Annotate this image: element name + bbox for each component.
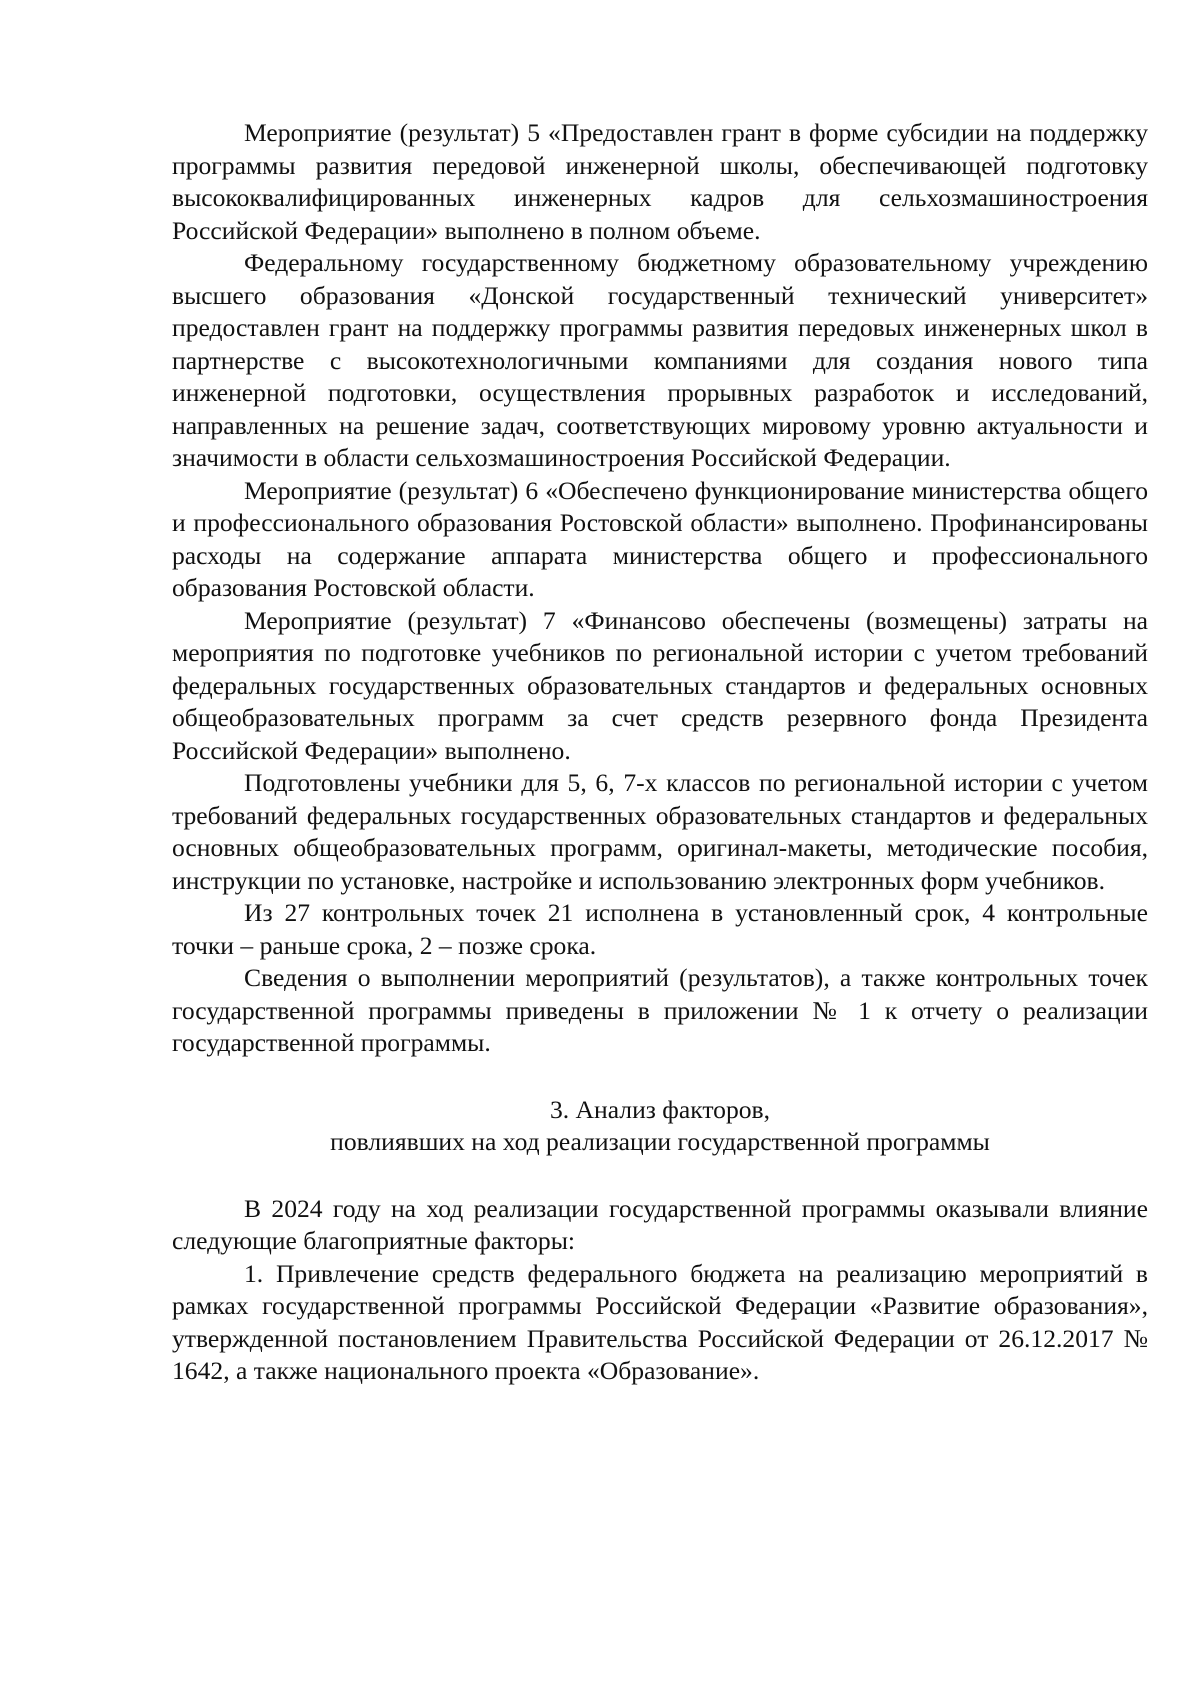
paragraph-textbooks: Подготовлены учебники для 5, 6, 7-х классов по региональной истории с учетом требований федеральных государственных образовательных стандартов и федеральных основных общеобразовательных программ, оригинал-макеты, методические пособия, инструкции по установке, настройке и использованию электронных форм учебников.	[172, 768, 1148, 895]
section-heading-line-1: 3. Анализ факторов,	[549, 1094, 771, 1124]
document-page	[172, 117, 1148, 1388]
paragraph-factor-1: 1. Привлечение средств федерального бюджета на реализацию мероприятий в рамках государственной программы Российской Федерации «Развитие образования», утвержденной постановлением Правительства Российской Федерации от 26.12.2017 № 1642, а также национального проекта «Образование».	[172, 1258, 1148, 1385]
section-heading	[172, 1094, 1148, 1159]
section-heading-line-2: повлиявших на ход реализации государственной программы	[330, 1127, 990, 1156]
paragraph-grant-dstu: Федеральному государственному бюджетному образовательному учреждению высшего образования «Донской государственный технический университет» предоставлен грант на поддержку программы развития передовых инженерных школ в партнерстве с высокотехнологичными компаниями для создания нового типа инженерной подготовки, осуществления прорывных разработок и исследований, направленных на решение задач, соответствующих мировому уровню актуальности и значимости в области сельхозмашиностроения Российской Федерации.	[172, 248, 1148, 472]
paragraph-event-7: Мероприятие (результат) 7 «Финансово обеспечены (возмещены) затраты на мероприятия по подготовке учебников по региональной истории с учетом требований федеральных государственных образовательных стандартов и федеральных основных общеобразовательных программ за счет средств резервного фонда Президента Российской Федерации» выполнено.	[172, 605, 1148, 765]
paragraph-appendix-reference: Сведения о выполнении мероприятий (результатов), а также контрольных точек государственной программы приведены в приложении № 1 к отчету о реализации государственной программы.	[172, 963, 1148, 1057]
paragraph-event-6: Мероприятие (результат) 6 «Обеспечено функционирование министерства общего и профессионального образования Ростовской области» выполнено. Профинансированы расходы на содержание аппарата министерства общего и профессионального образования Ростовской области.	[172, 475, 1148, 602]
paragraph-factors-intro: В 2024 году на ход реализации государственной программы оказывали влияние следующие благоприятные факторы:	[172, 1193, 1148, 1255]
paragraph-event-5: Мероприятие (результат) 5 «Предоставлен грант в форме субсидии на поддержку программы развития передовой инженерной школы, обеспечивающей подготовку высококвалифицированных инженерных кадров для сельхозмашиностроения Российской Федерации» выполнено в полном объеме.	[172, 118, 1148, 245]
paragraph-control-points: Из 27 контрольных точек 21 исполнена в установленный срок, 4 контрольные точки – раньше срока, 2 – позже срока.	[172, 898, 1148, 960]
